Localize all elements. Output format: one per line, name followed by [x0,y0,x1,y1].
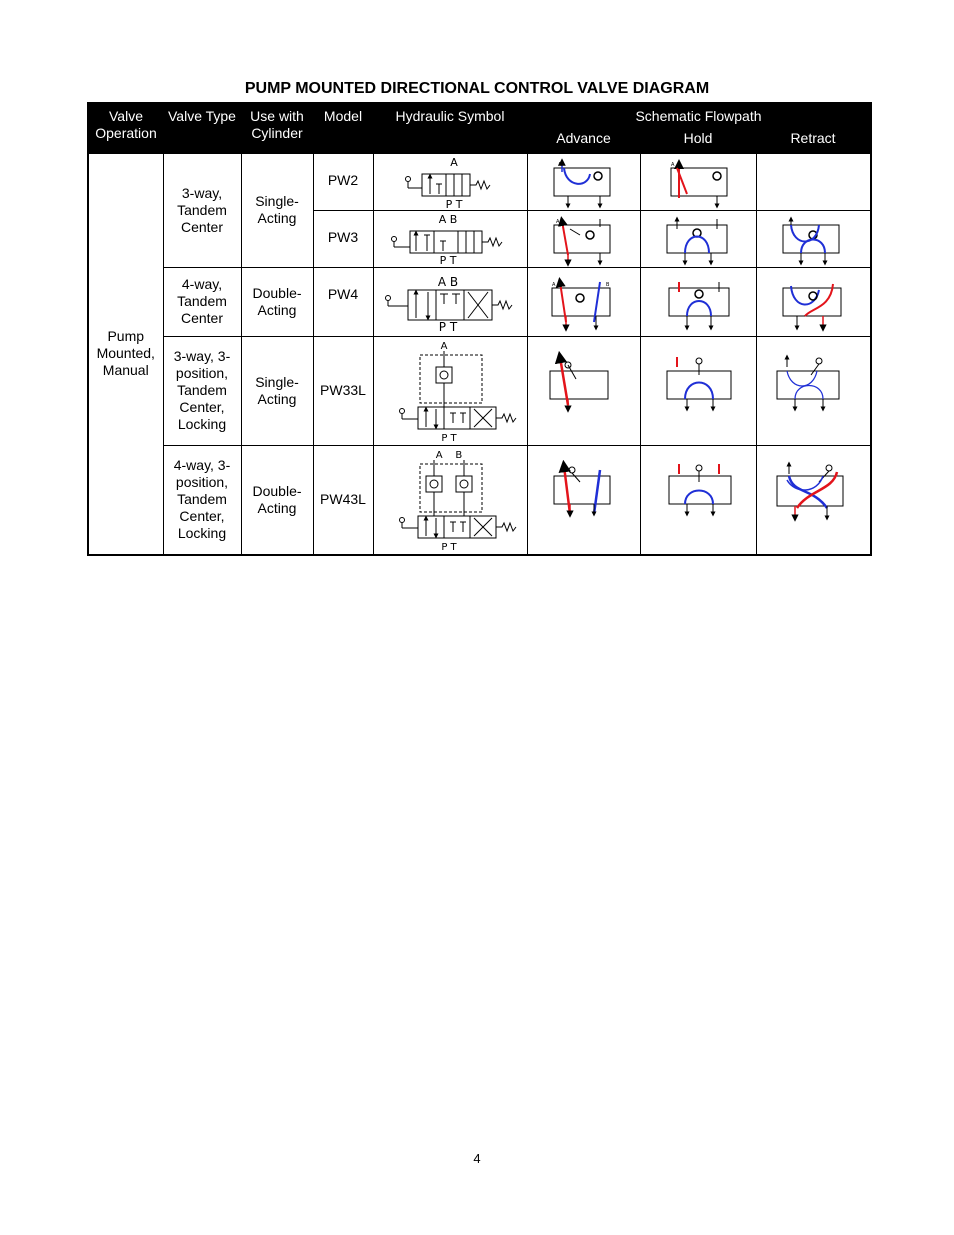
header-hydraulic-symbol: Hydraulic Symbol [373,103,527,153]
header-advance: Advance [527,125,640,153]
symbol-label: A B [437,274,458,289]
flowpath-hold-pw43l [640,445,756,555]
model-cell: PW43L [313,445,373,555]
hydraulic-symbol-pw4 [373,267,527,336]
cylinder-cell: Single-Acting [241,153,313,267]
valve-type-cell: 3-way, Tandem Center [163,153,241,267]
svg-text:A: A [551,281,555,288]
flowpath-advance-pw43l [527,445,640,555]
cylinder-cell: Double-Acting [241,445,313,555]
header-use-with-cylinder: Use with Cylinder [241,103,313,153]
model-cell: PW3 [313,210,373,267]
symbol-label: A B [438,212,457,226]
header-valve-type: Valve Type [163,103,241,153]
hydraulic-symbol-pw43l [373,445,527,555]
symbol-label: P T [439,253,456,267]
symbol-label: P T [445,197,462,210]
model-cell: PW2 [313,153,373,210]
flowpath-retract-pw4 [756,267,871,336]
symbol-label: A B [435,449,462,461]
symbol-label: P T [438,319,457,334]
header-retract: Retract [756,125,871,153]
header-hold: Hold [640,125,756,153]
valve-type-cell: 4-way, Tandem Center [163,267,241,336]
hydraulic-symbol-pw2 [373,153,527,210]
flowpath-advance-pw3 [527,210,640,267]
cylinder-cell: Single-Acting [241,336,313,445]
flowpath-hold-pw4 [640,267,756,336]
flowpath-retract-pw43l [756,445,871,555]
model-cell: PW4 [313,267,373,336]
header-model: Model [313,103,373,153]
svg-text:A: A [670,161,674,168]
valve-type-cell: 4-way, 3-position, Tandem Center, Locking [163,445,241,555]
hydraulic-symbol-pw33l [373,336,527,445]
svg-text:A: A [557,161,561,168]
model-cell: PW33L [313,336,373,445]
page-number: 4 [473,1151,481,1166]
svg-text:B: B [605,281,609,288]
flowpath-hold-pw2 [640,153,756,210]
hydraulic-symbol-pw3 [373,210,527,267]
flowpath-hold-pw33l [640,336,756,445]
flowpath-advance-pw33l [527,336,640,445]
flowpath-retract-pw2 [756,153,871,210]
header-schematic-flowpath: Schematic Flowpath [527,103,871,125]
svg-text:A: A [555,218,559,225]
symbol-label: P T [440,541,457,553]
flowpath-retract-pw3 [756,210,871,267]
flowpath-advance-pw2 [527,153,640,210]
header-valve-operation: Valve Operation [88,103,163,153]
symbol-label: A [440,340,447,352]
flowpath-advance-pw4 [527,267,640,336]
valve-type-cell: 3-way, 3-position, Tandem Center, Locking [163,336,241,445]
symbol-label: P T [440,432,457,444]
flowpath-hold-pw3 [640,210,756,267]
cylinder-cell: Double-Acting [241,267,313,336]
flowpath-retract-pw33l [756,336,871,445]
page-title: PUMP MOUNTED DIRECTIONAL CONTROL VALVE DIAGRAM [244,80,710,97]
symbol-label: A [449,155,458,169]
valve-table [87,102,872,556]
valve-operation-cell: Pump Mounted, Manual [88,153,163,555]
